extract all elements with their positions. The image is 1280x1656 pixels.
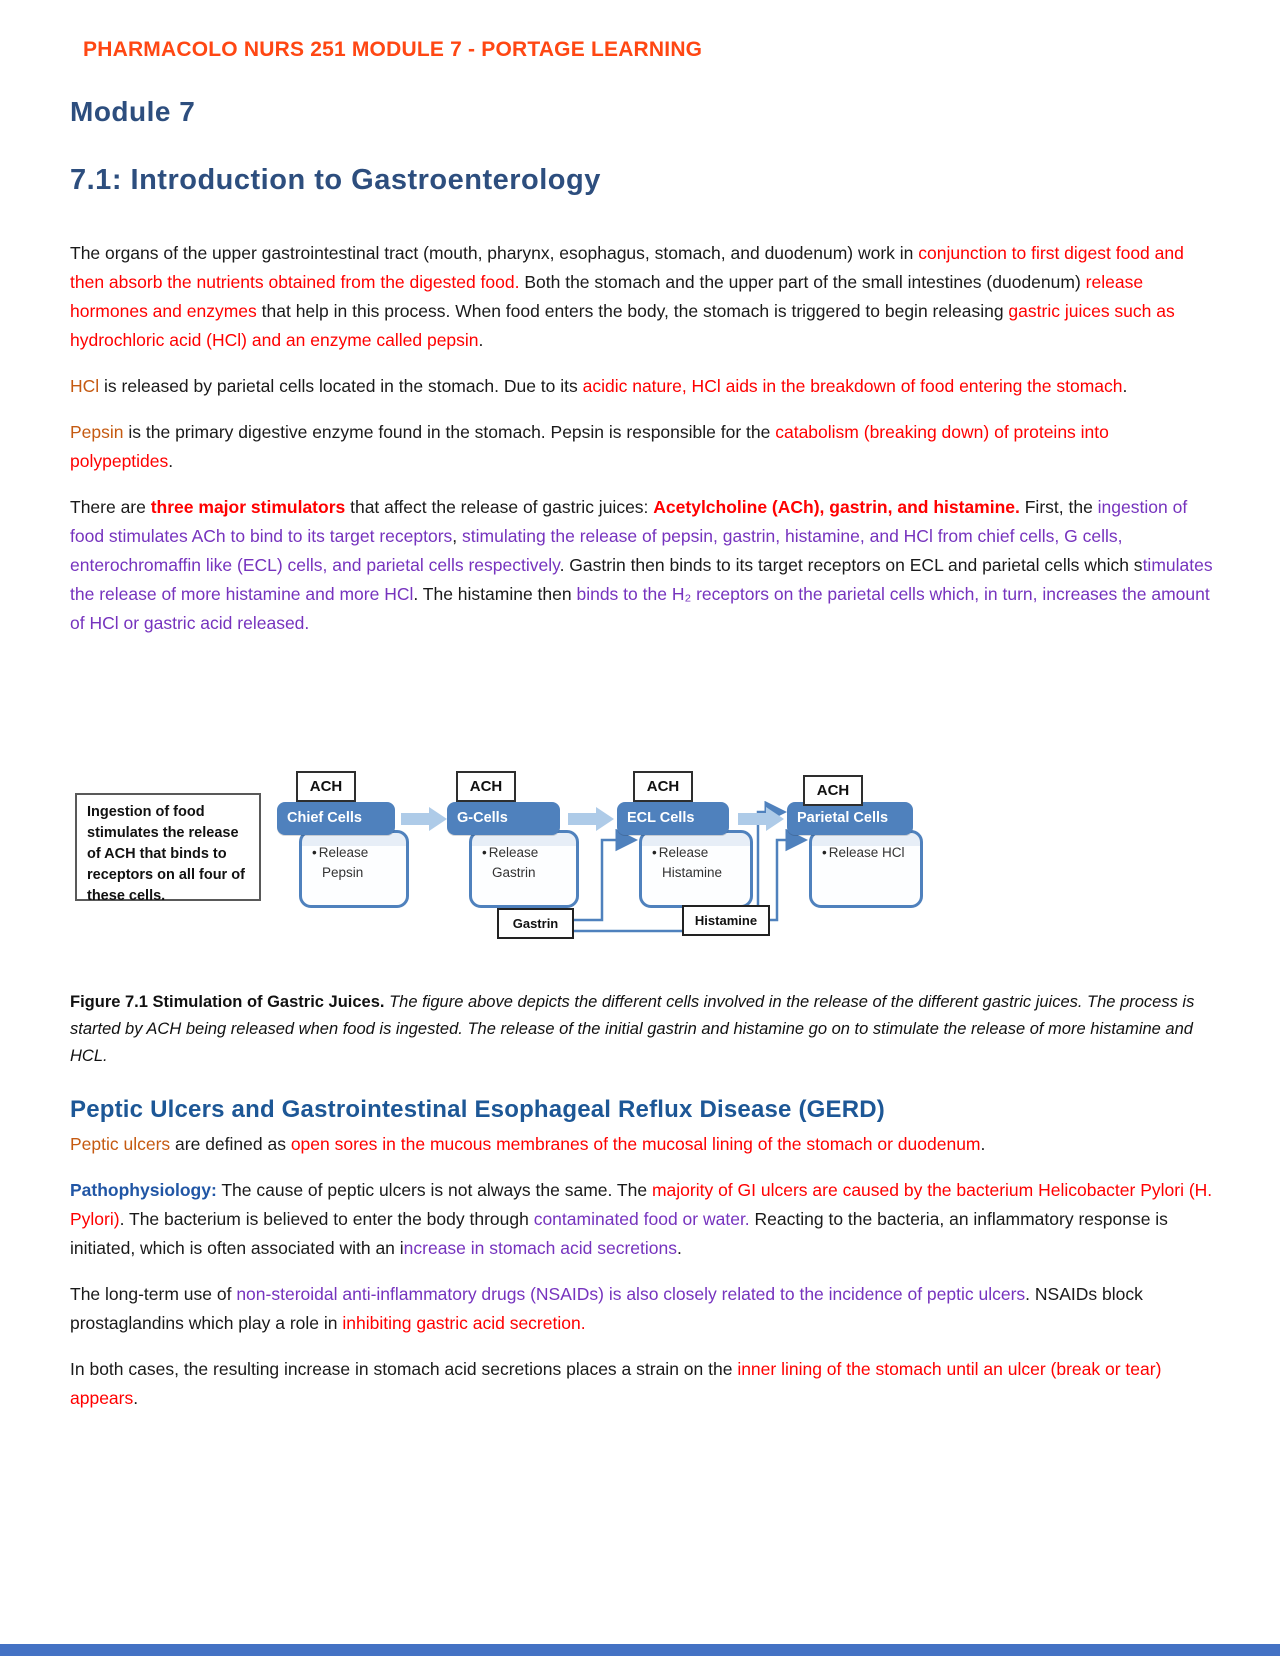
figure-note-box: Ingestion of food stimulates the release of ACH that binds to receptors on all four of these cells. [75,793,261,901]
release-text: • Release Pepsin [312,843,400,883]
text-segment: release hormones and enzymes [70,272,1144,321]
text-segment: First, the [1019,497,1098,517]
paragraph [70,1355,1216,1413]
text-segment: . [168,451,174,471]
cell-header-g: G-Cells [447,802,560,835]
caption-title: Figure 7.1 Stimulation of Gastric Juices. [70,993,385,1011]
module-title: Module 7 [70,96,196,127]
text-segment: open sores in the mucous membranes of the mucosal lining of the stomach or duodenum [290,1134,981,1154]
text-segment: that help in this process. When food enters the body, the stomach is triggered to begin releasing [256,301,1009,321]
cell-header-ecl: ECL Cells [617,802,729,835]
text-segment: . The histamine then [413,584,577,604]
feedback-label-histamine: Histamine [682,905,770,936]
release-text: • Release Histamine [652,843,744,883]
text-segment: The organs of the upper gastrointestinal tract (mouth, pharynx, esophagus, stomach, and duodenum) work in [70,243,919,263]
text-segment: Both the stomach and the upper part of the small intestines (duodenum) [519,272,1086,292]
paragraph [70,493,1216,638]
text-segment: Pepsin [70,422,124,442]
paragraph [70,1130,1216,1159]
text-segment: . [676,1238,682,1258]
text-segment: gastric juices such as hydrochloric acid (HCl) and an enzyme called pepsin [70,301,1175,350]
text-segment: The cause of peptic ulcers is not always the same. The [216,1180,652,1200]
text-segment: ingestion of food stimulates ACh to bind to its target receptors [70,497,1188,546]
figure-caption [70,989,1216,1070]
figure-7-1-diagram [70,760,1220,975]
text-segment: ncrease in stomach acid secretions [403,1238,677,1258]
text-segment: acidic nature, HCl aids in the breakdown of food entering the stomach [582,376,1123,396]
text-segment: catabolism (breaking down) of proteins into polypeptides [70,422,1109,471]
ach-label-box: ACH [456,771,516,802]
flow-arrow-icon [568,807,614,831]
cell-header-parietal: Parietal Cells [787,802,913,835]
ach-label-box: ACH [803,775,863,806]
text-segment: inhibiting gastric acid secretion. [342,1313,586,1333]
course-header: PHARMACOLO NURS 251 MODULE 7 - PORTAGE LEARNING [83,38,703,61]
text-segment: are defined as [170,1134,291,1154]
text-segment: , [452,526,463,546]
release-text: • Release HCl [822,843,914,863]
ach-label-box: ACH [633,771,693,802]
paragraph [70,418,1216,476]
text-segment: conjunction to first digest food and then absorb the nutrients obtained from the digested food. [70,243,1184,292]
text-segment: binds to the H₂ receptors on the parietal cells which, in turn, increases the amount of HCl or gastric acid released. [70,584,1210,633]
text-segment: . [478,330,484,350]
text-segment: Pathophysiology: [70,1180,217,1200]
intro-text [70,239,1216,638]
caption-body: The figure above depicts the different cells involved in the release of the different gastric juices. The process is started by ACH being released when food is ingested. The release of the initial gastrin and histamine go on to stimulate the release of more histamine and HCL. [70,993,1195,1065]
flow-arrow-icon [401,807,447,831]
cell-release-box-ecl [639,830,753,908]
bottom-accent-bar [0,1644,1280,1656]
text-segment: non-steroidal anti-inflammatory drugs (NSAIDs) is also closely related to the incidence of peptic ulcers [236,1284,1026,1304]
text-segment: inner lining of the stomach until an ulcer (break or tear) appears [70,1359,1162,1408]
section-title: 7.1: Introduction to Gastroenterology [70,164,601,196]
text-segment: HCl [70,376,100,396]
text-segment: Acetylcholine (ACh), gastrin, and histamine. [653,497,1020,517]
text-segment: majority of GI ulcers are caused by the bacterium Helicobacter Pylori (H. Pylori) [70,1180,1213,1229]
paragraph [70,1280,1216,1338]
cell-release-box-g [469,830,579,908]
text-segment: . [980,1134,986,1154]
text-segment: The long-term use of [70,1284,237,1304]
text-segment: contaminated food or water. [533,1209,750,1229]
feedback-label-gastrin: Gastrin [497,908,574,939]
text-segment: stimulating the release of pepsin, gastrin, histamine, and HCl from chief cells, G cells, enterochromaffin like (ECL) cells, and parietal cells respectively [70,526,1123,575]
cell-header-chief: Chief Cells [277,802,395,835]
text-segment: In both cases, the resulting increase in stomach acid secretions places a strain on the [70,1359,738,1379]
text-segment: Peptic ulcers [70,1134,171,1154]
text-segment: There are [70,497,151,517]
text-segment: Reacting to the bacteria, an inflammatory response is initiated, which is often associated with an i [70,1209,1168,1258]
cell-release-box-parietal [809,830,923,908]
text-segment: . [133,1388,139,1408]
cell-release-box-chief [299,830,409,908]
text-segment: three major stimulators [150,497,346,517]
flow-arrow-icon [738,807,784,831]
paragraph [70,239,1216,355]
subsection-title: Peptic Ulcers and Gastrointestinal Esophageal Reflux Disease (GERD) [70,1096,885,1123]
peptic-ulcers-text [70,1130,1216,1413]
release-text: • Release Gastrin [482,843,570,883]
text-segment: . [1122,376,1128,396]
text-segment: timulates the release of more histamine and more HCl [70,555,1213,604]
paragraph [70,372,1216,401]
text-segment: . Gastrin then binds to its target receptors on ECL and parietal cells which s [559,555,1143,575]
text-segment: is the primary digestive enzyme found in the stomach. Pepsin is responsible for the [123,422,776,442]
text-segment: that affect the release of gastric juices: [345,497,654,517]
text-segment: is released by parietal cells located in the stomach. Due to its [99,376,583,396]
text-segment: . The bacterium is believed to enter the body through [119,1209,534,1229]
text-segment: . NSAIDs block prostaglandins which play a role in [70,1284,1143,1333]
ach-label-box: ACH [296,771,356,802]
paragraph [70,1176,1216,1263]
